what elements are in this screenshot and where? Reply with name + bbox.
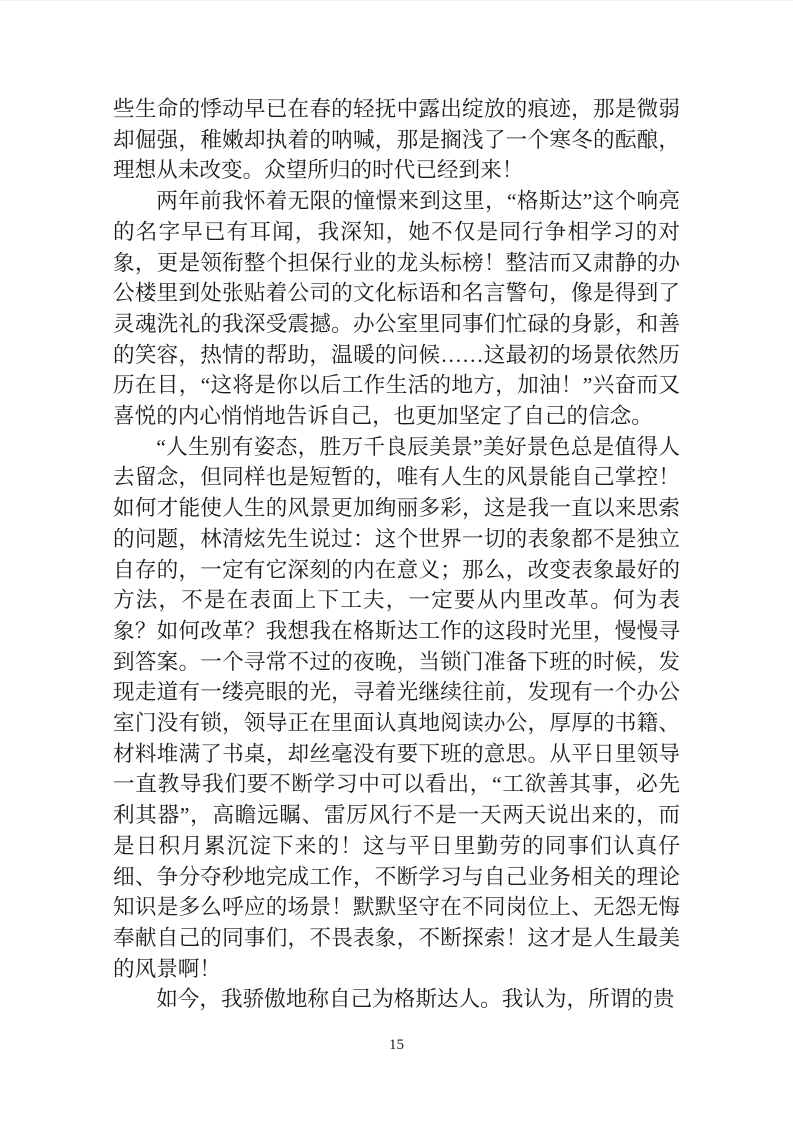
paragraph: 如今，我骄傲地称自己为格斯达人。我认为，所谓的贵: [156, 987, 675, 1012]
page-number: 15: [389, 1037, 404, 1053]
paragraph: 两年前我怀着无限的憧憬来到这里，“格斯达”这个响亮的名字早已有耳闻，我深知，她不仅是同行争相学习的对象，更是领衔整个担保行业的龙头标榜！整洁而又肃静的办公楼里到处张贴着公司的文化标语和名言警句，像是得到了灵魂洗礼的我深受震撼。办公室里同事们忙碌的身影，和善的笑容，热情的帮助，温暖的问候……这最初的场景依然历历在目，“这将是你以后工作生活的地方，加油！”兴奋而又喜悦的内心悄悄地告诉自己，也更加坚定了自己的信念。: [113, 189, 680, 429]
paragraph: 些生命的悸动早已在春的轻抚中露出绽放的痕迹，那是微弱却倔强，稚嫩却执着的呐喊，那是搁浅了一个寒冬的酝酿，理想从未改变。众望所归的时代已经到来！: [113, 97, 680, 183]
paragraph: “人生别有姿态，胜万千良辰美景”美好景色总是值得人去留念，但同样也是短暂的，唯有人生的风景能自己掌控！如何才能使人生的风景更加绚丽多彩，这是我一直以来思索的问题，林清炫先生说过：这个世界一切的表象都不是独立自存的，一定有它深刻的内在意义；那么，改变表象最好的方法，不是在表面上下工夫，一定要从内里改革。何为表象？如何改革？我想我在格斯达工作的这段时光里，慢慢寻到答案。一个寻常不过的夜晚，当锁门准备下班的时候，发现走道有一缕亮眼的光，寻着光继续往前，发现有一个办公室门没有锁，领导正在里面认真地阅读办公，厚厚的书籍、材料堆满了书桌，却丝毫没有要下班的意思。从平日里领导一直教导我们要不断学习中可以看出，“工欲善其事，必先利其器”，高瞻远瞩、雷厉风行不是一天两天说出来的，而是日积月累沉淀下来的！这与平日里勤劳的同事们认真仔细、争分夺秒地完成工作，不断学习与自己业务相关的理论知识是多么呼应的场景！默默坚守在不同岗位上、无怨无悔奉献自己的同事们，不畏表象，不断探索！这才是人生最美的风景啊！: [113, 434, 680, 981]
document-text-block: [113, 94, 680, 1015]
